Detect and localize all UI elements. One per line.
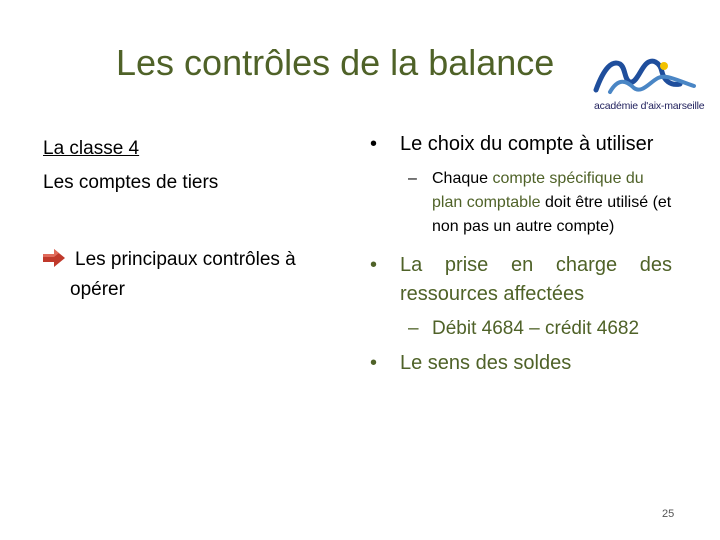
bullet-sens-soldes: • Le sens des soldes — [366, 349, 672, 378]
bullet-choix-compte: • Le choix du compte à utiliser — [366, 130, 672, 159]
sub1-part1: Chaque — [432, 170, 493, 187]
arrow-right-icon — [43, 249, 65, 267]
dash-marker: – — [408, 170, 417, 187]
page-number: 25 — [662, 508, 675, 520]
arrow-bullet-item — [43, 245, 343, 305]
sub1-part2: compte spécifique du plan comptable — [432, 170, 644, 211]
sub-bullet-debit-credit — [366, 315, 672, 343]
bullet-prise-en-charge: • La prise en charge des ressources affectées — [366, 251, 672, 309]
left-column — [43, 132, 343, 200]
arrow-item-line1: Les principaux contrôles à — [75, 249, 296, 270]
academie-logo — [590, 50, 705, 116]
dash-marker: – — [408, 318, 419, 339]
arrow-item-line2: opérer — [70, 279, 125, 300]
class-heading: La classe 4 — [43, 138, 140, 159]
sub2-text: Débit 4684 – crédit 4682 — [432, 318, 640, 339]
sub1-part3: doit être utilisé (et non pas un autre compte) — [432, 194, 672, 235]
class-subheading: Les comptes de tiers — [43, 172, 219, 193]
sub-bullet-compte-specifique — [366, 167, 672, 239]
logo-text: académie d'aix-marseille — [594, 100, 705, 112]
right-column — [366, 130, 672, 378]
logo-swoosh-icon — [590, 50, 702, 100]
slide-title: Les contrôles de la balance — [116, 42, 555, 83]
